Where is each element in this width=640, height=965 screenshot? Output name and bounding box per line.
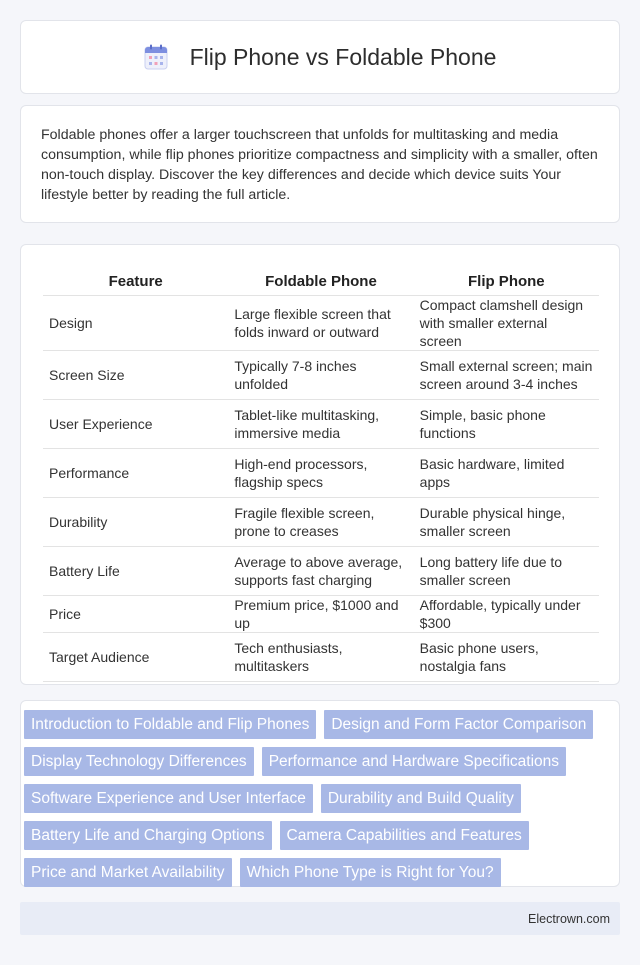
- table-cell-feature: Design: [43, 295, 228, 350]
- table-cell-feature: Performance: [43, 448, 228, 497]
- table-cell-foldable: Typically 7-8 inches unfolded: [228, 350, 413, 399]
- intro-card: [20, 105, 620, 223]
- column-header-flip: Flip Phone: [414, 265, 599, 295]
- table-row: [43, 350, 599, 399]
- table-row: [43, 497, 599, 546]
- table-cell-foldable: Average to above average, supports fast charging: [228, 546, 413, 595]
- table-cell-flip: Long battery life due to smaller screen: [414, 546, 599, 595]
- table-cell-feature: User Experience: [43, 399, 228, 448]
- page-title: Flip Phone vs Foldable Phone: [189, 43, 497, 70]
- table-cell-foldable: Tablet-like multitasking, immersive media: [228, 399, 413, 448]
- footer-site-name: Electrown.com: [528, 911, 610, 926]
- footer: [20, 902, 620, 935]
- table-row: [43, 546, 599, 595]
- table-cell-foldable: Premium price, $1000 and up: [228, 595, 413, 632]
- table-cell-flip: Simple, basic phone functions: [414, 399, 599, 448]
- link-introduction[interactable]: Introduction to Foldable and Flip Phones: [24, 710, 316, 739]
- table-cell-flip: Affordable, typically under $300: [414, 595, 599, 632]
- table-cell-foldable: Fragile flexible screen, prone to creases: [228, 497, 413, 546]
- table-cell-flip: Basic hardware, limited apps: [414, 448, 599, 497]
- table-cell-feature: Screen Size: [43, 350, 228, 399]
- table-cell-foldable: Tech enthusiasts, multitaskers: [228, 632, 413, 681]
- table-cell-feature: Durability: [43, 497, 228, 546]
- table-row: [43, 632, 599, 681]
- title-wrap: [144, 44, 497, 71]
- comparison-table: [43, 265, 599, 682]
- column-header-foldable: Foldable Phone: [228, 265, 413, 295]
- table-cell-feature: Price: [43, 595, 228, 632]
- table-cell-flip: Basic phone users, nostalgia fans: [414, 632, 599, 681]
- intro-text: Foldable phones offer a larger touchscreen that unfolds for multitasking and media consumption, while flip phones prioritize compactness and simplicity with a smaller, often non-touch display. Discover the key differences and decide which device suits Your lifestyle better by reading the full article.: [41, 127, 598, 203]
- table-row: [43, 595, 599, 632]
- link-durability[interactable]: Durability and Build Quality: [321, 784, 521, 813]
- table-row: [43, 295, 599, 350]
- link-software-experience[interactable]: Software Experience and User Interface: [24, 784, 313, 813]
- calendar-icon: [144, 44, 168, 70]
- link-price[interactable]: Price and Market Availability: [24, 858, 232, 887]
- table-cell-flip: Durable physical hinge, smaller screen: [414, 497, 599, 546]
- table-row: [43, 399, 599, 448]
- link-camera[interactable]: Camera Capabilities and Features: [280, 821, 529, 850]
- related-links-card: [20, 700, 620, 887]
- table-header-row: [43, 265, 599, 295]
- link-which-phone[interactable]: Which Phone Type is Right for You?: [240, 858, 501, 887]
- link-display-technology[interactable]: Display Technology Differences: [24, 747, 254, 776]
- related-links: [24, 710, 616, 887]
- link-design-comparison[interactable]: Design and Form Factor Comparison: [324, 710, 593, 739]
- table-cell-foldable: Large flexible screen that folds inward or outward: [228, 295, 413, 350]
- table-cell-foldable: High-end processors, flagship specs: [228, 448, 413, 497]
- link-battery-life[interactable]: Battery Life and Charging Options: [24, 821, 272, 850]
- column-header-feature: Feature: [43, 265, 228, 295]
- table-cell-flip: Compact clamshell design with smaller external screen: [414, 295, 599, 350]
- comparison-table-card: [20, 244, 620, 685]
- table-row: [43, 448, 599, 497]
- table-cell-feature: Target Audience: [43, 632, 228, 681]
- table-cell-feature: Battery Life: [43, 546, 228, 595]
- header-card: [20, 20, 620, 94]
- link-performance-hardware[interactable]: Performance and Hardware Specifications: [262, 747, 566, 776]
- table-cell-flip: Small external screen; main screen around 3-4 inches: [414, 350, 599, 399]
